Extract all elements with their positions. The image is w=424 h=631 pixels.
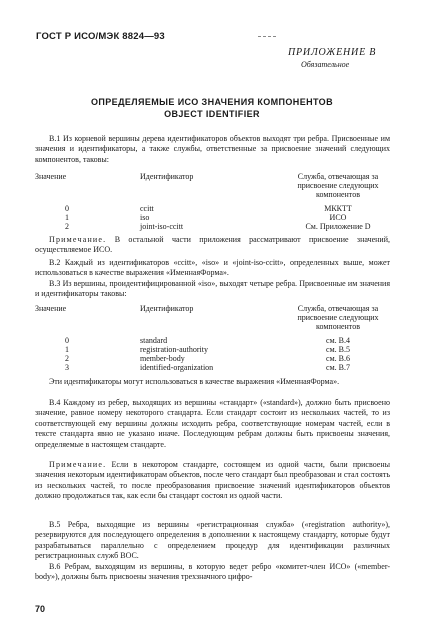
cell-identifier: registration-authority: [140, 344, 208, 354]
cell-value: 3: [65, 363, 69, 373]
standard-header: ГОСТ Р ИСО/МЭК 8824—93: [36, 31, 165, 42]
cell-value: 1: [65, 212, 69, 222]
cell-identifier: iso: [140, 212, 150, 222]
table-header-row: [35, 304, 391, 336]
table-row: [35, 222, 391, 231]
column-header-value: Значение: [35, 172, 67, 181]
cell-authority: см. В.5: [326, 344, 350, 354]
note-text: Если в некотором стандарте, состоящем из одной части, были присвоены значения некоторым идентификаторам объектов, после чего стандарт был преобразован и стал состоять из нескольких частей, то после преобразования присвоение значений идентификаторов объектов должно продолжаться так, как если бы стандарт состоял из одной части.: [35, 460, 390, 501]
cell-value: 1: [65, 344, 69, 354]
table-row: [35, 363, 391, 372]
section-title: ОПРЕДЕЛЯЕМЫЕ ИСО ЗНАЧЕНИЯ КОМПОНЕНТОВ: [91, 97, 333, 107]
cell-authority: см. В.6: [326, 354, 350, 364]
table-row: [35, 336, 391, 345]
paragraph-b4: В.4 Каждому из ребер, выходящих из вершины «стандарт» («standard»), должно быть присвоено значение, равное номеру некоторого стандарта. Если стандарт состоит из нескольких частей, то из соответствующей ему вершины должны исходить ребра, соответствующие номерам частей, если в тексте стандарта явно не указано иначе. Последующим ребрам должны быть присвоены значения, определяемые в настоящем стандарте.: [35, 398, 390, 449]
table-root-arcs: [35, 172, 391, 231]
cell-authority: См. Приложение D: [305, 222, 371, 232]
note-lead: Примечание.: [49, 460, 107, 469]
paragraph-b2: В.2 Каждый из идентификаторов «ccitt», «iso» и «joint-iso-ccitt», определенных выше, может использоваться в качестве выражения «ИменнаяФорма».: [35, 258, 390, 278]
appendix-status: Обязательное: [301, 60, 350, 69]
cell-authority: МККТТ: [324, 203, 352, 213]
cell-identifier: member-body: [140, 354, 185, 364]
cell-identifier: identified-organization: [140, 363, 214, 373]
table-row: [35, 345, 391, 354]
column-header-value: Значение: [35, 304, 67, 313]
column-header-authority: Служба, отвечающая за присвоение следующих компонентов: [297, 172, 379, 200]
note-lead: Примечание.: [49, 235, 107, 244]
note-1: [35, 235, 390, 256]
paragraph-b3: В.3 Из вершины, проидентифицированной «iso», выходят четыре ребра. Присвоенные им значения и идентификаторы таковы:: [35, 279, 390, 299]
table-row: [35, 354, 391, 363]
cell-authority: см. В.4: [326, 335, 350, 345]
table-header-row: [35, 172, 391, 204]
table-row: [35, 213, 391, 222]
table-row: [35, 204, 391, 213]
column-header-identifier: Идентификатор: [140, 304, 194, 313]
cell-value: 0: [65, 335, 69, 345]
cell-identifier: standard: [140, 335, 168, 345]
cell-identifier: ccitt: [140, 203, 154, 213]
cell-identifier: joint-iso-ccitt: [140, 222, 184, 232]
dash-mark: [258, 36, 276, 37]
cell-value: 2: [65, 222, 69, 232]
paragraph-b6: В.6 Ребрам, выходящим из вершины, в которую ведет ребро «комитет-член ИСО» («member-body»), должны быть присвоены значения трехзначного цифро-: [35, 562, 390, 582]
section-subtitle: OBJECT IDENTIFIER: [164, 109, 260, 119]
note-2: [35, 460, 390, 502]
paragraph-b5: В.5 Ребра, выходящие из вершины «регистрационная служба» («registration authority»), резервируются для последующего определения в дополнении к настоящему стандарту, которые будут разрабатываться параллельно с определением процедур для идентификации различных регистрационных служб ВОС.: [35, 520, 390, 561]
cell-value: 0: [65, 203, 69, 213]
table-iso-arcs: [35, 304, 391, 372]
cell-authority: см. В.7: [326, 363, 350, 373]
paragraph-b1: В.1 Из корневой вершины дерева идентификаторов объектов выходят три ребра. Присвоенные им значения и идентификаторы, а также службы, ответственные за присвоение значений следующих компонентов, таковы:: [35, 134, 390, 164]
cell-authority: ИСО: [329, 212, 347, 222]
paragraph-after-table: Эти идентификаторы могут использоваться в качестве выражения «ИменнаяФорма».: [49, 377, 340, 386]
column-header-authority: Служба, отвечающая за присвоение следующих компонентов: [297, 304, 379, 332]
cell-value: 2: [65, 354, 69, 364]
page-number: 70: [35, 604, 46, 614]
note-text: В остальной части приложения рассматривают присвоение значений, осуществляемое ИСО.: [35, 235, 390, 255]
appendix-label: ПРИЛОЖЕНИЕ В: [288, 47, 377, 58]
column-header-identifier: Идентификатор: [140, 172, 194, 181]
